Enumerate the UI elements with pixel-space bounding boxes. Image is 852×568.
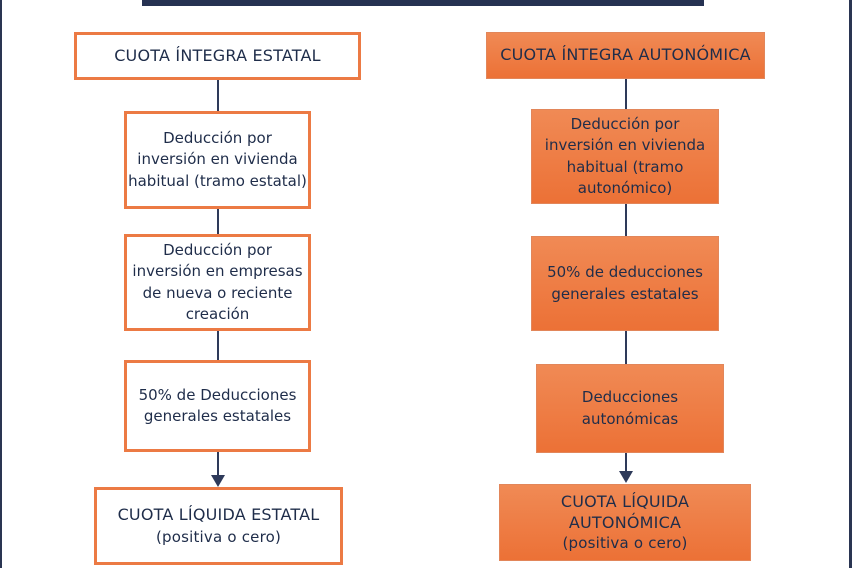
left-step-2-line-1: Deducción por	[163, 240, 272, 259]
right-step-2-box	[531, 236, 719, 331]
left-step-1-line-1: Deducción por	[163, 129, 272, 148]
right-title-box	[486, 32, 765, 79]
right-step-1-line-2: inversión en vivienda	[544, 136, 706, 155]
left-result-subtitle: (positiva o cero)	[155, 527, 282, 546]
right-connector-2	[625, 203, 627, 237]
right-title-text: CUOTA ÍNTEGRA AUTONÓMICA	[500, 45, 751, 65]
right-result-box	[499, 484, 751, 561]
left-step-2-box	[124, 234, 311, 331]
frame-left-edge	[0, 0, 2, 568]
right-step-3-line-2: autonómicas	[581, 409, 679, 428]
left-step-1-line-2: inversión en vivienda	[137, 150, 298, 169]
left-step-3-line-1: 50% de Deducciones	[138, 385, 297, 404]
right-step-3-line-1: Deducciones	[581, 388, 679, 407]
left-result-box	[94, 487, 343, 565]
left-step-1-line-3: habitual (tramo estatal)	[128, 171, 307, 190]
right-step-1-line-4: autonómico)	[577, 178, 673, 197]
left-step-1-box	[124, 111, 311, 209]
right-result-subtitle: (positiva o cero)	[562, 533, 688, 552]
left-arrow-head-icon	[211, 475, 225, 487]
right-result-title-line-1: CUOTA LÍQUIDA	[560, 491, 690, 511]
right-step-2-line-1: 50% de deducciones	[547, 263, 703, 282]
right-connector-1	[625, 78, 627, 110]
right-step-3-box	[536, 364, 724, 453]
left-step-2-line-4: creación	[185, 304, 250, 323]
left-connector-1	[217, 79, 219, 112]
left-step-2-line-2: inversión en empresas	[132, 262, 303, 281]
right-step-1-line-3: habitual (tramo	[566, 157, 684, 176]
right-result-title-line-2: AUTONÓMICA	[568, 512, 682, 532]
left-step-3-box	[124, 360, 311, 452]
left-connector-2	[217, 208, 219, 235]
header-bar	[142, 0, 704, 6]
left-title-text: CUOTA ÍNTEGRA ESTATAL	[114, 45, 321, 65]
right-step-1-line-1: Deducción por	[570, 114, 680, 133]
left-connector-4	[217, 451, 219, 477]
right-arrow-head-icon	[619, 471, 633, 483]
left-step-3-line-2: generales estatales	[143, 407, 292, 425]
right-step-1-box	[531, 109, 719, 204]
left-title-box	[74, 32, 361, 80]
right-step-2-line-2: generales estatales	[551, 284, 699, 303]
left-connector-3	[217, 330, 219, 361]
left-result-title: CUOTA LÍQUIDA ESTATAL	[117, 504, 320, 524]
right-connector-3	[625, 331, 627, 365]
left-step-2-line-3: de nueva o reciente	[142, 283, 293, 302]
right-connector-4	[625, 453, 627, 473]
